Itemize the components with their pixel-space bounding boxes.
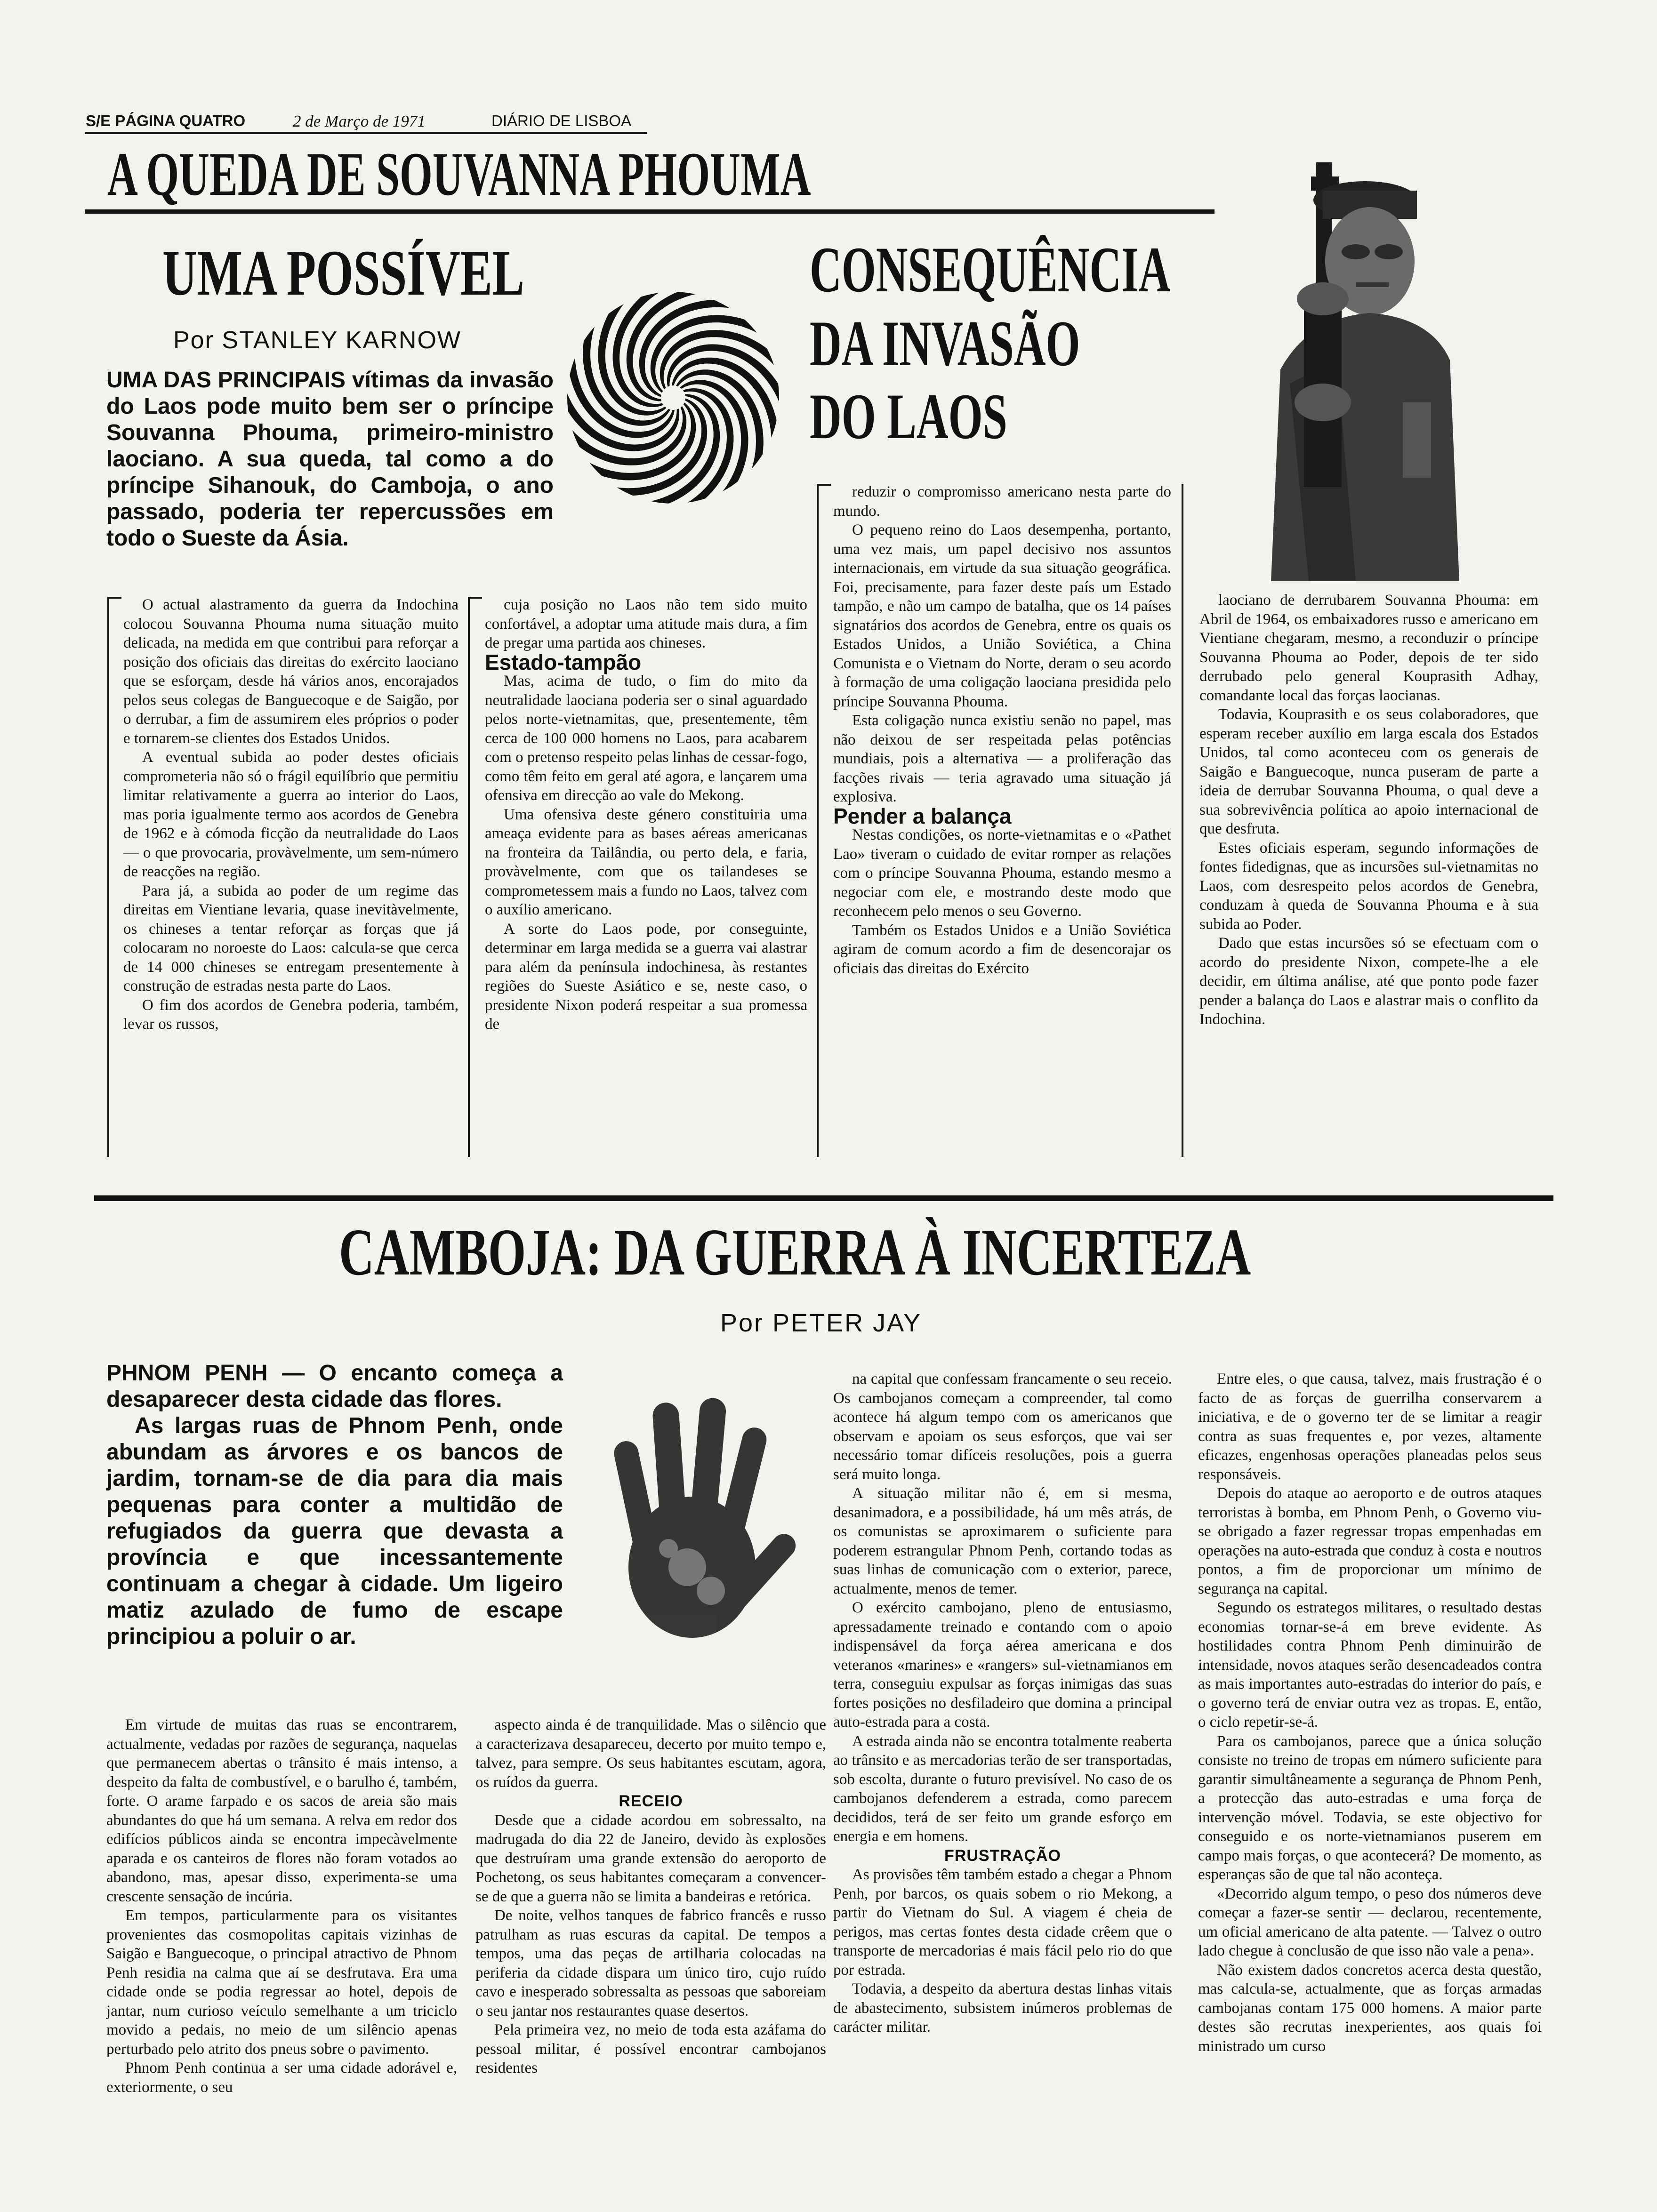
paragraph: reduzir o compromisso americano nesta parte do mundo.: [833, 483, 1171, 520]
paragraph: Nestas condições, os norte-vietnamitas e o «Pathet Lao» tiveram o cuidado de evitar romper as relações com o príncipe Souvanna Phouma, estando mesmo a negociar com ele, e mostrando deste modo que reconhecem pelo menos o seu Governo.: [833, 826, 1171, 920]
title-right-3: DO LAOS: [810, 380, 1007, 452]
article2-title: CAMBOJA: DA GUERRA À INCERTEZA: [339, 1215, 1251, 1289]
col-rule-left: [107, 597, 109, 1157]
article1-col3: [833, 482, 1171, 978]
subheading-frustracao: FRUSTRAÇÃO: [944, 1846, 1061, 1865]
paragraph: Entre eles, o que causa, talvez, mais frustração é o facto de as forças de guerrilha conservarem a iniciativa, e de o governo ter de se limitar a reagir contra as suas frequentes e, por vezes, altamente eficazes, engenhosas operações planeadas pelos seus responsáveis.: [1198, 1370, 1542, 1483]
col-rule-mid-2-top: [817, 484, 831, 486]
paragraph: Pela primeira vez, no meio de toda esta azáfama do pessoal militar, é possível encontrar cambojanos residentes: [475, 2021, 826, 2076]
col-rule-mid-3: [1182, 484, 1183, 1157]
paragraph: Em virtude de muitas das ruas se encontrarem, actualmente, vedadas por razões de segurança, naquelas que permanecem abertas o trânsito é mais intenso, a despeito da falta de combustível, e o barulho é, também, forte. O arame farpado e os sacos de areia são mais abundantes do que há um semana. A relva em redor dos edifícios públicos ainda se encontra impecàvelmente aparada e os canteiros de flores não foram votados ao abandono, mas, apesar disso, experimenta-se uma crescente sensação de incúria.: [106, 1716, 457, 1905]
paragraph: Para já, a subida ao poder de um regime das direitas em Vientiane levaria, quase inevitàvelmente, os chineses a tentar reforçar as forças que já colocaram no noroeste do Laos: calcula-se que cerca de 14 000 chineses se entregam presentemente à construção de estradas nesta parte do Laos.: [123, 882, 458, 994]
kicker-headline: A QUEDA DE SOUVANNA PHOUMA: [107, 139, 811, 208]
paragraph: Esta coligação nunca existiu senão no papel, mas não deixou de ser respeitada pelas potências mundiais, pois a alternativa — a proliferação das facções rivais — teria agravado uma situação já explosiva.: [833, 712, 1171, 805]
paragraph: Phnom Penh continua a ser uma cidade adorável e, exteriormente, o seu: [106, 2060, 457, 2096]
page-section: S/E PÁGINA QUATRO: [86, 112, 246, 129]
paragraph: Todavia, Kouprasith e os seus colaboradores, que esperam receber auxílio em larga escala dos Estados Unidos, tal como aconteceu com os generais de Saigão e Banguecoque, nunca puseram de parte a ideia de derrubar Souvanna Phouma, o qual deve a sua sobrevivência política ao apoio internacional de que desfruta.: [1199, 706, 1538, 837]
paragraph: Segundo os estrategos militares, o resultado destas economias tornar-se-á em breve evidente. As hostilidades contra Phnom Penh diminuirão de intensidade, novos ataques serão desencadeados contra as mais importantes auto-estradas do interior do país, e o governo terá de enviar outra vez as tropas. E, então, o ciclo repetir-se-á.: [1198, 1599, 1542, 1731]
masthead-rule: [85, 132, 647, 134]
paragraph: cuja posição no Laos não tem sido muito confortável, a adoptar uma atitude mais dura, a fim de pregar uma partida aos chineses.: [485, 596, 807, 651]
section-divider: [94, 1195, 1553, 1201]
soldier-photo: [1215, 158, 1459, 581]
handprint-graphic: [579, 1370, 800, 1661]
paragraph: Estes oficiais esperam, segundo informações de fontes fidedignas, que as incursões sul-vietnamitas no Laos, com desrespeito pelos acordos de Genebra, conduzam à queda de Souvanna Phouma e à sua subida ao Poder.: [1199, 839, 1538, 933]
article2-col1: [106, 1715, 457, 2097]
paragraph: Uma ofensiva deste género constituiria uma ameaça evidente para as bases aéreas americanas na fronteira da Tailândia, ou perto dela, e faria, provàvelmente, com que os tailandeses se comprometessem mais a fundo no Laos, talvez com o auxílio americano.: [485, 806, 807, 918]
col-rule-left-top: [107, 597, 121, 599]
title-left: UMA POSSÍVEL: [162, 237, 524, 309]
article2-lead: [106, 1360, 563, 1650]
paragraph: aspecto ainda é de tranquilidade. Mas o silêncio que a caracterizava desapareceu, decerto por muito tempo e, talvez, para sempre. Os seus habitantes escutam, agora, os ruídos da guerra.: [475, 1716, 826, 1791]
article1-col2: [485, 595, 807, 1034]
paragraph: A sorte do Laos pode, por conseguinte, determinar em larga medida se a guerra vai alastrar para além da península indochinesa, às restantes regiões do Sueste Asiático e se, neste caso, o presidente Nixon poderá respeitar a sua promessa de: [485, 920, 807, 1033]
paragraph: Para os cambojanos, parece que a única solução consiste no treino de tropas em número suficiente para garantir simultâneamente a segurança de Phnom Penh, a protecção das auto-estradas e uma força de intervenção móvel. Todavia, se este objectivo for conseguido e os norte-vietnamianos puserem em campo mais forças, o que acontecerá? De momento, as esperanças são de que tal não aconteça.: [1198, 1732, 1542, 1883]
article2-col4: [1198, 1370, 1542, 2056]
col-rule-mid-2: [817, 484, 819, 1157]
subheading-estado-tampao: Estado-tampão: [485, 649, 642, 674]
paragraph: na capital que confessam francamente o seu receio. Os cambojanos começam a compreender, tal como acontece há algum tempo com os americanos que observam e apoiam os seus esforços, que vai ser necessário tomar difíceis resoluções, pois a guerra será muito longa.: [833, 1370, 1172, 1483]
paragraph: A eventual subida ao poder destes oficiais comprometeria não só o frágil equilíbrio que permitiu limitar relativamente a guerra ao interior do Laos, mas poria igualmente termo aos acordos de Genebra de 1962 e à cómoda ficção da neutralidade do Laos — o que provocaria, provàvelmente, um sem-número de reacções na região.: [123, 749, 458, 880]
article2-byline: Por PETER JAY: [720, 1309, 922, 1337]
paragraph: «Decorrido algum tempo, o peso dos números deve começar a fazer-se sentir — declarou, recentemente, um oficial americano de alta patente. — Talvez o outro lado chegue à conclusão de que isso não vale a pena».: [1198, 1885, 1542, 1959]
title-right-2: DA INVASÃO: [810, 307, 1080, 379]
article1-lead: UMA DAS PRINCIPAIS vítimas da invasão do Laos pode muito bem ser o príncipe Souvanna Phouma, primeiro-ministro laociano. A sua queda, tal como a do príncipe Sihanouk, do Camboja, o ano passado, poderia ter repercussões em todo o Sueste da Ásia.: [106, 368, 554, 551]
article2-lead-1: PHNOM PENH — O encanto começa a desaparecer desta cidade das flores.: [106, 1361, 563, 1412]
paragraph: Em tempos, particularmente para os visitantes provenientes das cosmopolitas capitais vizinhas de Saigão e Banguecoque, o principal atractivo de Phnom Penh residia na calma que aí se desfrutava. Era uma cidade onde se podia regressar ao hotel, depois de jantar, num curioso veículo semelhante a um triciclo movido a pedais, no meio de um silêncio apenas perturbado pelo atrito dos pneus sobre o pavimento.: [106, 1907, 457, 2058]
paragraph: O pequeno reino do Laos desempenha, portanto, uma vez mais, um papel decisivo nos assuntos internacionais, em virtude da sua situação geográfica. Foi, precisamente, para fazer deste país um Estado tampão, e não um campo de batalha, que os 14 países signatários dos acordos de Genebra, entre os quais os Estados Unidos, a União Soviética, a China Comunista e o Vietnam do Norte, deram o seu acordo à formação de uma coligação laociana presidida pelo príncipe Souvanna Phouma.: [833, 521, 1171, 710]
page-date: 2 de Março de 1971: [293, 112, 426, 130]
article2-lead-2: As largas ruas de Phnom Penh, onde abundam as árvores e os bancos de jardim, tornam-se de dia para dia mais pequenas para conter a multidão de refugiados da guerra que devasta a província e que incessantemente continuam a chegar à cidade. Um ligeiro matiz azulado de fumo de escape principiou a poluir o ar.: [106, 1413, 563, 1649]
article2-col2: [475, 1715, 826, 2078]
paragraph: De noite, velhos tanques de fabrico francês e russo patrulham as ruas escuras da capital. De tempos a tempos, uma das peças de artilharia colocadas na periferia da cidade dispara um único tiro, cujo ruído cavo e inesperado sobressalta as pessoas que saboreiam o seu jantar nos restaurantes quase desertos.: [475, 1907, 826, 2020]
paragraph: As provisões têm também estado a chegar a Phnom Penh, por barcos, os quais sobem o rio Mekong, a partir do Vietnam do Sul. A viagem é cheia de perigos, mas certas fontes desta cidade crêem que o transporte de mercadorias é mais fácil pelo rio do que por estrada.: [833, 1866, 1172, 1979]
paragraph: Todavia, a despeito da abertura destas linhas vitais de abastecimento, subsistem inúmeros problemas de carácter militar.: [833, 1980, 1172, 2036]
paragraph: Dado que estas incursões só se efectuam com o acordo do presidente Nixon, compete-lhe a ele decidir, em última análise, até que ponto pode fazer pender a balança do Laos e alastrar mais o conflito da Indochina.: [1199, 935, 1538, 1028]
paragraph: laociano de derrubarem Souvanna Phouma: em Abril de 1964, os embaixadores russo e americano em Vientiane chegaram, mesmo, a reconduzir o príncipe Souvanna Phouma ao Poder, depois de ter sido derrubado pelo general Kouprasith Adhay, comandante local das forças laocianas.: [1199, 592, 1538, 704]
paragraph: Não existem dados concretos acerca desta questão, mas calcula-se, actualmente, que as forças armadas cambojanas contam 175 000 homens. A maior parte destes são recrutas inexperientes, aos quais foi ministrado um curso: [1198, 1961, 1542, 2055]
paragraph: Depois do ataque ao aeroporto e de outros ataques terroristas à bomba, em Phnom Penh, o Governo viu-se obrigado a fazer regressar tropas empenhadas em operações na auto-estrada que conduz à costa e noutros pontos, a fim de proporcionar um mínimo de segurança na capital.: [1198, 1485, 1542, 1597]
subheading-pender-a-balanca: Pender a balança: [833, 803, 1012, 828]
paragraph: O fim dos acordos de Genebra poderia, também, levar os russos,: [123, 996, 458, 1033]
col-rule-mid-1: [468, 597, 470, 1157]
paragraph: Também os Estados Unidos e a União Soviética agiram de comum acordo a fim de desencorajar os oficiais das direitas do Exército: [833, 922, 1171, 977]
paragraph: Mas, acima de tudo, o fim do mito da neutralidade laociana poderia ser o sinal aguardado pelos norte-vietnamitas, que, presentemente, têm cerca de 100 000 homens no Laos, para acabarem com o pretenso respeito pelas linhas de cessar-fogo, como têm feito em geral até agora, e lançarem uma ofensiva em direcção ao vale do Mekong.: [485, 673, 807, 804]
kicker-rule: [85, 209, 1304, 214]
paragraph: Desde que a cidade acordou em sobressalto, na madrugada do dia 22 de Janeiro, devido às explosões que destruíram uma grande extensão do aeroporto de Pochetong, os seus habitantes começaram a convencer-se de que a guerra não se limita a bandeiras e retórica.: [475, 1811, 826, 1905]
article2-col3: [833, 1370, 1172, 2037]
col-rule-mid-1-top: [468, 597, 482, 599]
article1-col1: [123, 595, 458, 1034]
byline: Por STANLEY KARNOW: [173, 327, 461, 354]
paper-name: DIÁRIO DE LISBOA: [491, 112, 632, 129]
paragraph: O actual alastramento da guerra da Indochina colocou Souvanna Phouma numa situação muito delicada, na medida em que contribui para reforçar a posição dos oficiais das direitas do exército laociano que se esforçam, desde há vários anos, encorajados pelos seus colegas de Banguecoque e de Saigão, por o derrubar, a fim de assumirem eles próprios o poder e tornarem-se clientes dos Estados Unidos.: [123, 596, 458, 747]
title-right-1: CONSEQUÊNCIA: [810, 233, 1171, 305]
paragraph: A estrada ainda não se encontra totalmente reaberta ao trânsito e as mercadorias terão de ser transportadas, sob escolta, durante o futuro previsível. No caso de os cambojanos defenderem a estrada, como parecem decididos, terá de ser feito um grande esforço em energia e em homens.: [833, 1732, 1172, 1845]
article1-col4: [1199, 591, 1538, 1029]
paragraph: O exército cambojano, pleno de entusiasmo, apressadamente treinado e contando com o apoio indispensável da força aérea americana e dos veteranos «marines» e «rangers» sul-vietnamianos em terra, conseguiu expulsar as forças inimigas das suas fortes posições no desfiladeiro que domina a principal auto-estrada para a costa.: [833, 1599, 1172, 1731]
paragraph: A situação militar não é, em si mesma, desanimadora, e a possibilidade, há um mês atrás, de os comunistas se aproximarem o suficiente para poderem estrangular Phnom Penh, cortando todas as suas linhas de comunicação com o exterior, parece, actualmente, menos de temer.: [833, 1485, 1172, 1597]
subheading-receio: RECEIO: [619, 1792, 683, 1810]
spiral-graphic: [565, 289, 781, 506]
